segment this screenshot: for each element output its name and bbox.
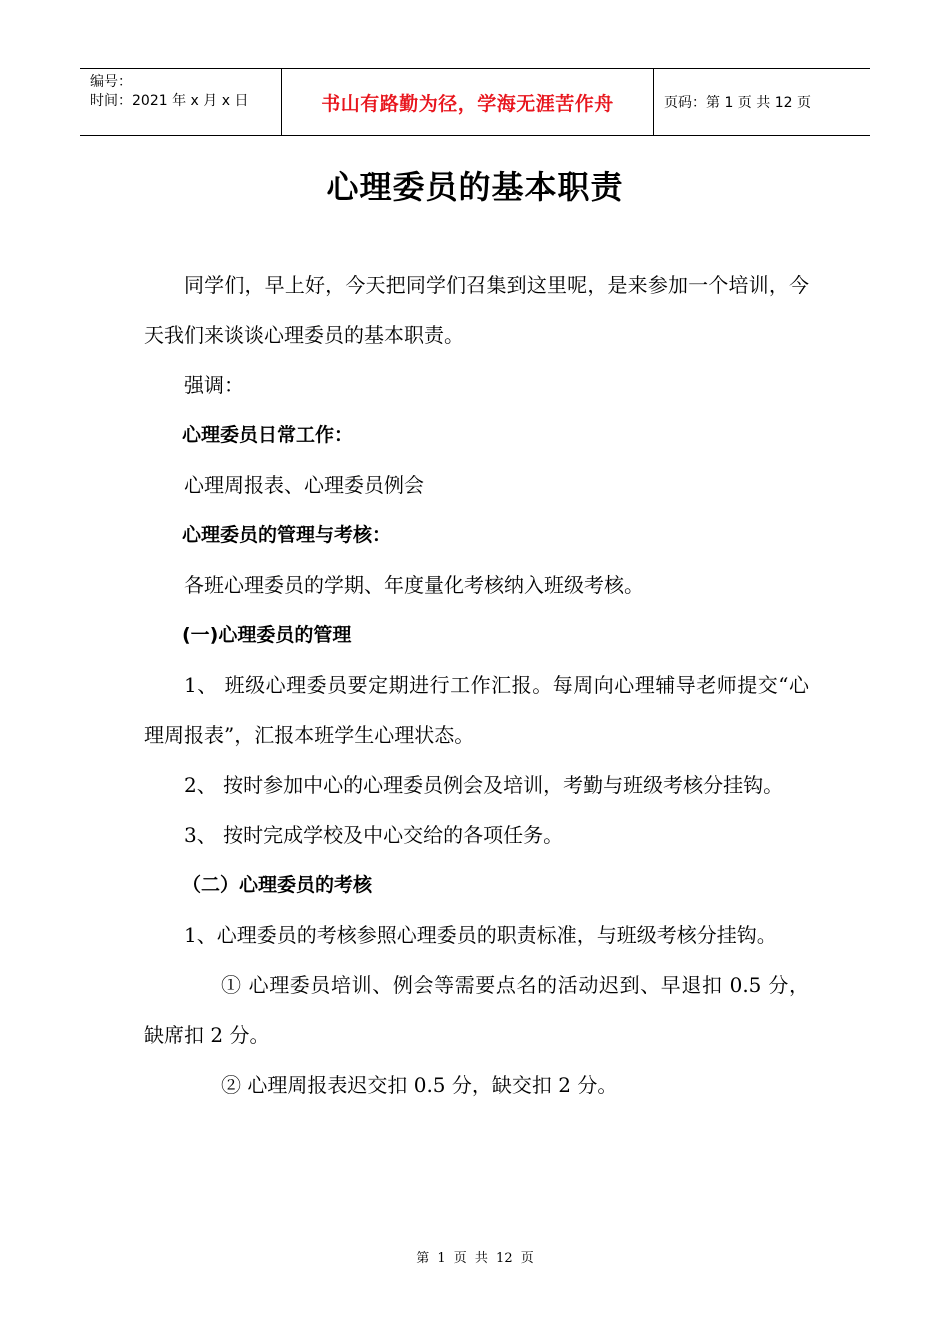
- section-heading-daily-work: 心理委员日常工作：: [182, 424, 354, 446]
- list-item-assessment-rule-2: ② 心理周报表迟交扣 0.5 分，缺交扣 2 分。: [221, 1073, 618, 1097]
- header-meta: [80, 69, 281, 135]
- time-label: 时间：2021 年 x 月 x 日: [90, 93, 249, 109]
- document-title: 心理委员的基本职责: [326, 168, 624, 206]
- header-motto: 书山有路勤为径，学海无涯苦作舟: [321, 92, 614, 115]
- number-label: 编号：: [90, 74, 132, 90]
- list-item-management-1: 1、 班级心理委员要定期进行工作汇报。每周向心理辅导老师提交“心理周报表”，汇报本班学生心理状态。: [144, 673, 809, 747]
- document-header: [80, 68, 870, 136]
- list-item-management-3: 3、 按时完成学校及中心交给的各项任务。: [184, 823, 564, 847]
- header-motto-cell: [281, 69, 654, 135]
- subsection-heading-assessment: （二）心理委员的考核: [182, 874, 373, 896]
- document-body: [144, 260, 809, 1110]
- paragraph-daily-work: 心理周报表、心理委员例会: [184, 473, 424, 497]
- header-page-info-cell: [654, 69, 870, 135]
- subsection-heading-management: (一)心理委员的管理: [182, 624, 352, 646]
- section-heading-management-assessment: 心理委员的管理与考核：: [182, 524, 392, 546]
- header-page-info: 页码：第 1 页 共 12 页: [664, 95, 811, 111]
- paragraph-intro: 同学们，早上好，今天把同学们召集到这里呢，是来参加一个培训，今天我们来谈谈心理委员的基本职责。: [144, 273, 809, 347]
- page-footer: 第 1 页 共 12 页: [416, 1251, 534, 1266]
- list-item-assessment-1: 1、心理委员的考核参照心理委员的职责标准，与班级考核分挂钩。: [184, 923, 777, 947]
- list-item-management-2: 2、 按时参加中心的心理委员例会及培训，考勤与班级考核分挂钩。: [184, 773, 784, 797]
- paragraph-emphasis: 强调：: [184, 373, 244, 397]
- list-item-assessment-rule-1: ① 心理委员培训、例会等需要点名的活动迟到、早退扣 0.5 分，缺席扣 2 分。: [144, 973, 809, 1047]
- paragraph-assessment-scope: 各班心理委员的学期、年度量化考核纳入班级考核。: [184, 573, 644, 597]
